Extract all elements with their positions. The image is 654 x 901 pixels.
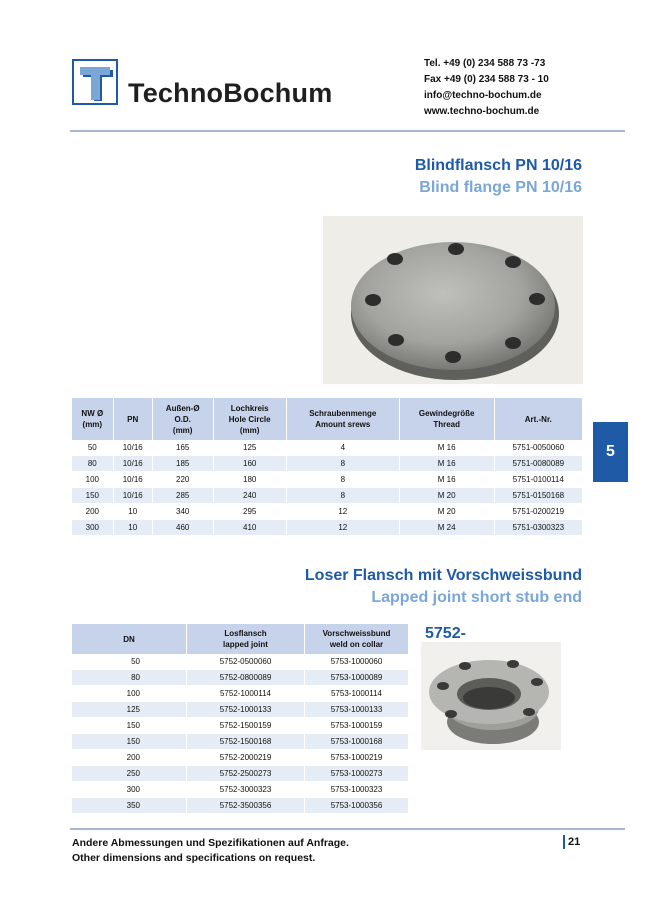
cell: 12 <box>286 504 399 520</box>
table-row <box>72 488 582 504</box>
cell: 285 <box>152 488 213 504</box>
brand-name: TechnoBochum <box>128 78 333 108</box>
cell: 10/16 <box>113 456 152 472</box>
cell: 8 <box>286 472 399 488</box>
col-nw: NW Ø (mm) <box>72 398 113 440</box>
cell: 295 <box>213 504 286 520</box>
cell: 8 <box>286 456 399 472</box>
table-row <box>72 670 408 686</box>
cell: 410 <box>213 520 286 536</box>
cell: 8 <box>286 488 399 504</box>
cell: 150 <box>72 734 187 750</box>
cell: M 20 <box>399 488 494 504</box>
cell: 5752-2000219 <box>187 750 305 766</box>
table-row <box>72 782 408 798</box>
cell: 5751-0200219 <box>494 504 582 520</box>
cell: 5751-0300323 <box>494 520 582 536</box>
table-row <box>72 750 408 766</box>
col-dn: DN <box>72 624 187 654</box>
table-header-row <box>72 398 582 440</box>
cell: 5751-0080089 <box>494 456 582 472</box>
table-row <box>72 654 408 670</box>
col-article: Art.-Nr. <box>494 398 582 440</box>
cell: 5752-1000133 <box>187 702 305 718</box>
cell: 5751-0050060 <box>494 440 582 456</box>
cell: 300 <box>72 782 187 798</box>
cell: 165 <box>152 440 213 456</box>
table-row <box>72 472 582 488</box>
cell: 5752-0500060 <box>187 654 305 670</box>
col-thread: Gewindegröße Thread <box>399 398 494 440</box>
cell: M 16 <box>399 456 494 472</box>
page-number: 21 <box>568 836 581 848</box>
cell: 300 <box>72 520 113 536</box>
cell: 125 <box>213 440 286 456</box>
cell: 10 <box>113 504 152 520</box>
cell: 200 <box>72 750 187 766</box>
contact-email[interactable]: info@techno-bochum.de <box>424 90 542 101</box>
table-row <box>72 440 582 456</box>
contact-block <box>424 56 549 120</box>
cell: M 16 <box>399 440 494 456</box>
cell: 5753-1000060 <box>305 654 409 670</box>
col-pn: PN <box>113 398 152 440</box>
section1-title-de: Blindflansch PN 10/16 <box>414 157 582 174</box>
cell: 4 <box>286 440 399 456</box>
cell: 5753-1000159 <box>305 718 409 734</box>
table-row <box>72 718 408 734</box>
cell: 80 <box>72 670 187 686</box>
blind-flange-table <box>72 398 582 536</box>
lapped-flange-table <box>72 624 408 814</box>
cell: 5752-3500356 <box>187 798 305 814</box>
table-row <box>72 504 582 520</box>
lapped-flange-image <box>421 642 561 750</box>
cell: 10/16 <box>113 472 152 488</box>
cell: M 24 <box>399 520 494 536</box>
lapped-flange-photo <box>421 642 561 750</box>
blind-flange-image <box>323 216 583 384</box>
header-divider <box>70 130 625 132</box>
contact-fax: Fax +49 (0) 234 588 73 - 10 <box>424 74 549 85</box>
col-weld-collar: Vorschweissbund weld on collar <box>305 624 409 654</box>
cell: 5752-1000114 <box>187 686 305 702</box>
col-screws: Schraubenmenge Amount srews <box>286 398 399 440</box>
table-row <box>72 798 408 814</box>
contact-web[interactable]: www.techno-bochum.de <box>424 106 540 117</box>
footer-note <box>72 836 349 866</box>
cell: M 16 <box>399 472 494 488</box>
cell: 5752-3000323 <box>187 782 305 798</box>
cell: 150 <box>72 718 187 734</box>
table-row <box>72 766 408 782</box>
cell: 5753-1000323 <box>305 782 409 798</box>
cell: 5752-1500159 <box>187 718 305 734</box>
cell: 10 <box>113 520 152 536</box>
footer-note-en: Other dimensions and specifications on request. <box>72 852 316 864</box>
logo <box>72 59 118 105</box>
cell: 5753-1000089 <box>305 670 409 686</box>
cell: 340 <box>152 504 213 520</box>
cell: 10/16 <box>113 440 152 456</box>
cell: 5751-0150168 <box>494 488 582 504</box>
cell: 350 <box>72 798 187 814</box>
table-row <box>72 686 408 702</box>
cell: 5753-1000356 <box>305 798 409 814</box>
page-number-bar <box>563 835 565 849</box>
section2-title-de: Loser Flansch mit Vorschweissbund <box>304 567 582 584</box>
contact-tel: Tel. +49 (0) 234 588 73 -73 <box>424 58 546 69</box>
table-header-row <box>72 624 408 654</box>
cell: 5753-1000114 <box>305 686 409 702</box>
cell: 160 <box>213 456 286 472</box>
blind-flange-photo <box>323 216 583 384</box>
cell: 5753-1000273 <box>305 766 409 782</box>
col-lapped-joint: Losflansch lapped joint <box>187 624 305 654</box>
col-outer-diameter: Außen-Ø O.D. (mm) <box>152 398 213 440</box>
section2-article-code: 5752- <box>425 625 466 642</box>
cell: 125 <box>72 702 187 718</box>
table-row <box>72 456 582 472</box>
cell: 5753-1000133 <box>305 702 409 718</box>
cell: 100 <box>72 472 113 488</box>
chapter-tab[interactable]: 5 <box>593 422 628 482</box>
cell: 12 <box>286 520 399 536</box>
cell: 460 <box>152 520 213 536</box>
footer-divider <box>70 828 625 830</box>
cell: 5753-1000219 <box>305 750 409 766</box>
cell: 50 <box>72 654 187 670</box>
section2-title-en: Lapped joint short stub end <box>371 589 582 606</box>
table-row <box>72 734 408 750</box>
cell: 150 <box>72 488 113 504</box>
cell: 180 <box>213 472 286 488</box>
cell: 5752-2500273 <box>187 766 305 782</box>
footer-note-de: Andere Abmessungen und Spezifikationen auf Anfrage. <box>72 837 349 849</box>
cell: 5753-1000168 <box>305 734 409 750</box>
cell: 5751-0100114 <box>494 472 582 488</box>
cell: 240 <box>213 488 286 504</box>
section1-title-en: Blind flange PN 10/16 <box>419 179 582 196</box>
col-hole-circle: Lochkreis Hole Circle (mm) <box>213 398 286 440</box>
cell: 220 <box>152 472 213 488</box>
table-row <box>72 520 582 536</box>
cell: 10/16 <box>113 488 152 504</box>
cell: 5752-0800089 <box>187 670 305 686</box>
logo-mark-stem <box>91 74 100 100</box>
table-row <box>72 702 408 718</box>
cell: 80 <box>72 456 113 472</box>
cell: 50 <box>72 440 113 456</box>
cell: 5752-1500168 <box>187 734 305 750</box>
cell: 250 <box>72 766 187 782</box>
cell: 100 <box>72 686 187 702</box>
cell: 185 <box>152 456 213 472</box>
cell: 200 <box>72 504 113 520</box>
cell: M 20 <box>399 504 494 520</box>
